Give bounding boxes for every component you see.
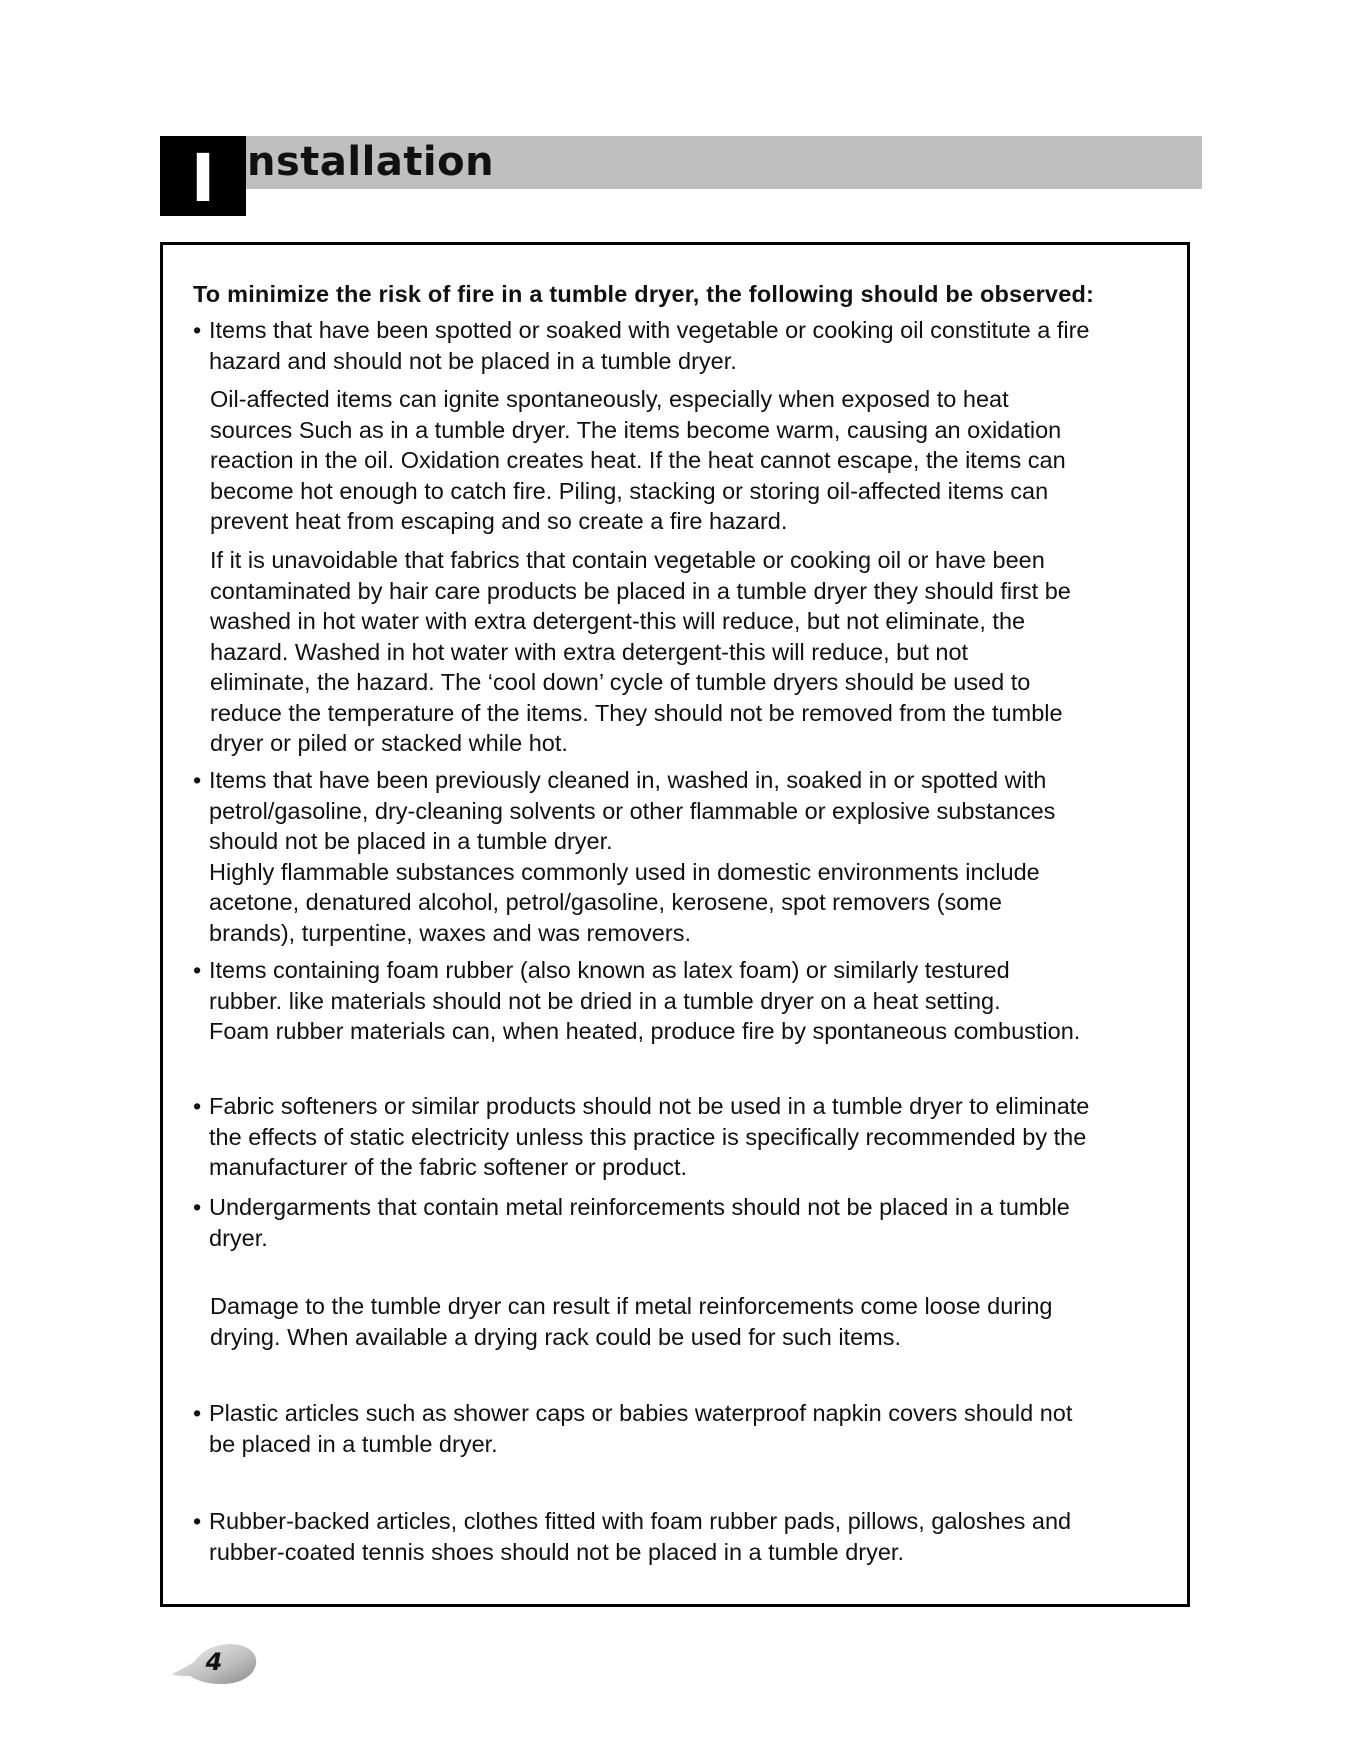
text-line: dryer or piled or stacked while hot.	[210, 730, 568, 756]
bullet-plastic-articles	[193, 1398, 1168, 1459]
bullet-mark: •	[193, 1400, 202, 1426]
text-line: acetone, denatured alcohol, petrol/gasoline, kerosene, spot removers (some	[209, 889, 1002, 915]
bullet-fabric-softeners	[193, 1091, 1168, 1183]
bullet-mark: •	[193, 317, 202, 343]
text-line: be placed in a tumble dryer.	[209, 1430, 498, 1457]
bullet-mark: •	[193, 1508, 202, 1534]
text-line: rubber. like materials should not be dried in a tumble dryer on a heat setting.	[209, 987, 1001, 1014]
text-line: Foam rubber materials can, when heated, produce fire by spontaneous combustion.	[209, 1018, 1081, 1044]
safety-notice-box	[160, 242, 1190, 1607]
bullet-oil-items	[193, 315, 1168, 376]
text-line: contaminated by hair care products be placed in a tumble dryer they should first be	[210, 577, 1071, 604]
text-line: Items that have been previously cleaned in, washed in, soaked in or spotted with	[209, 767, 1047, 793]
text-line: should not be placed in a tumble dryer.	[209, 828, 613, 854]
para-unavoidable	[210, 545, 1160, 759]
safety-content	[163, 245, 1187, 1604]
text-line: Damage to the tumble dryer can result if metal reinforcements come loose during	[210, 1293, 1053, 1319]
bullet-solvent-items	[193, 765, 1168, 948]
title-initial: I	[160, 136, 246, 216]
section-title: nstallation	[247, 139, 495, 185]
bullet-foam-rubber	[193, 955, 1168, 1047]
bullet-mark: •	[193, 1194, 202, 1220]
page-number: 4	[205, 1648, 223, 1676]
bullet-rubber-backed	[193, 1506, 1168, 1567]
text-line: Plastic articles such as shower caps or babies waterproof napkin covers should not	[209, 1400, 1073, 1426]
text-line: manufacturer of the fabric softener or product.	[209, 1154, 688, 1180]
text-line: eliminate, the hazard. The ‘cool down’ cycle of tumble dryers should be used to	[210, 669, 1031, 695]
bullet-mark: •	[193, 1093, 202, 1119]
text-line: Items that have been spotted or soaked with vegetable or cooking oil constitute a fire	[209, 317, 1090, 343]
text-line: rubber-coated tennis shoes should not be placed in a tumble dryer.	[209, 1538, 904, 1565]
text-line: Highly flammable substances commonly used in domestic environments include	[209, 858, 1040, 885]
para-metal-damage	[210, 1291, 1160, 1352]
text-line: hazard. Washed in hot water with extra detergent-this will reduce, but not	[210, 638, 969, 665]
text-line: Fabric softeners or similar products should not be used in a tumble dryer to eliminate	[209, 1093, 1090, 1119]
text-line: the effects of static electricity unless this practice is specifically recommended by the	[209, 1123, 1087, 1150]
text-line: sources Such as in a tumble dryer. The items become warm, causing an oxidation	[210, 416, 1062, 443]
para-oil-affected	[210, 384, 1160, 537]
text-line: Rubber-backed articles, clothes fitted with foam rubber pads, pillows, galoshes and	[209, 1508, 1072, 1534]
text-line: Oil-affected items can ignite spontaneously, especially when exposed to heat	[210, 386, 1009, 412]
text-line: hazard and should not be placed in a tumble dryer.	[209, 347, 737, 374]
text-line: dryer.	[209, 1224, 268, 1251]
text-line: reaction in the oil. Oxidation creates heat. If the heat cannot escape, the items can	[210, 447, 1066, 473]
bullet-undergarments	[193, 1192, 1168, 1253]
text-line: become hot enough to catch fire. Piling, stacking or storing oil-affected items can	[210, 477, 1049, 504]
text-line: Undergarments that contain metal reinforcements should not be placed in a tumble	[209, 1194, 1070, 1220]
text-line: petrol/gasoline, dry-cleaning solvents or other flammable or explosive substances	[209, 797, 1056, 824]
safety-heading: To minimize the risk of fire in a tumble dryer, the following should be observed:	[193, 281, 1095, 307]
text-line: reduce the temperature of the items. They should not be removed from the tumble	[210, 699, 1063, 726]
text-line: If it is unavoidable that fabrics that contain vegetable or cooking oil or have been	[210, 547, 1045, 573]
text-line: Items containing foam rubber (also known as latex foam) or similarly testured	[209, 957, 1010, 983]
text-line: drying. When available a drying rack could be used for such items.	[210, 1323, 901, 1350]
text-line: washed in hot water with extra detergent-this will reduce, but not eliminate, the	[210, 608, 1026, 634]
bullet-mark: •	[193, 767, 202, 793]
bullet-mark: •	[193, 957, 202, 983]
text-line: brands), turpentine, waxes and was removers.	[209, 919, 691, 946]
text-line: prevent heat from escaping and so create a fire hazard.	[210, 508, 788, 534]
